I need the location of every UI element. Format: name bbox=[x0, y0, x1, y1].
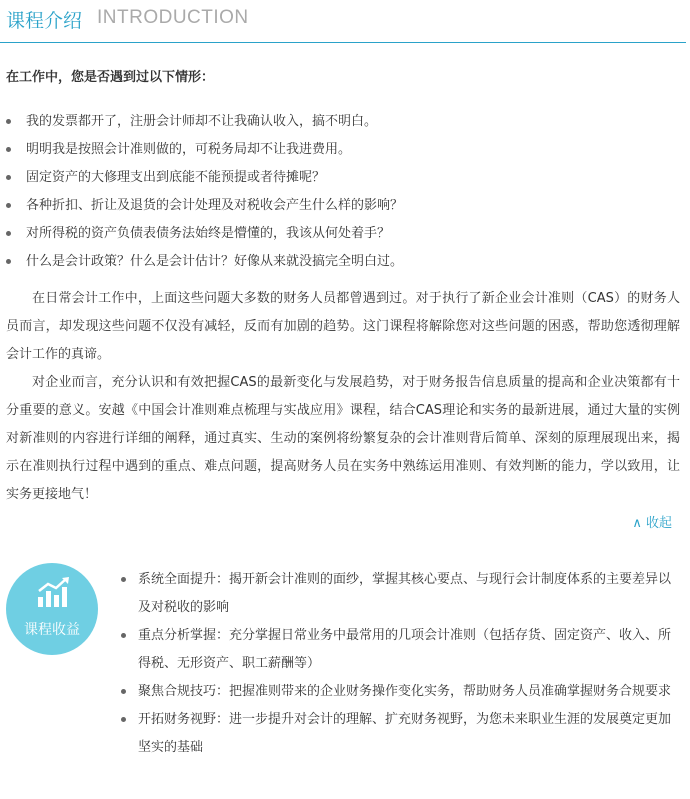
list-item: 固定资产的大修理支出到底能不能预提或者待摊呢？ bbox=[0, 168, 686, 196]
list-item: 系统全面提升：揭开新会计准则的面纱，掌握其核心要点、与现行会计制度体系的主要差异以及对税收的影响 bbox=[118, 566, 678, 622]
list-item: 明明我是按照会计准则做的，可税务局却不让我进费用。 bbox=[0, 140, 686, 168]
problem-list bbox=[0, 112, 686, 280]
intro-paragraph: 在日常会计工作中，上面这些问题大多数的财务人员都曾遇到过。对于执行了新企业会计准则（CAS）的财务人员而言，却发现这些问题不仅没有减轻，反而有加剧的趋势。这门课程将解除您对这些问题的困惑，帮助您透彻理解会计工作的真谛。 bbox=[6, 291, 680, 362]
intro-question: 在工作中，您是否遇到过以下情形： bbox=[6, 70, 215, 85]
list-item: 重点分析掌握：充分掌握日常业务中最常用的几项会计准则（包括存货、固定资产、收入、所得税、无形资产、职工薪酬等） bbox=[118, 622, 678, 678]
intro-paragraph: 对企业而言，充分认识和有效把握CAS的最新变化与发展趋势，对于财务报告信息质量的提高和企业决策都有十分重要的意义。安越《中国会计准则难点梳理与实战应用》课程，结合CAS理论和实务的最新进展，通过大量的实例对新准则的内容进行详细的阐释，通过真实、生动的案例将纷繁复杂的会计准则背后简单、深刻的原理展现出来，揭示在准则执行过程中遇到的重点、难点问题，提高财务人员在实务中熟练运用准则、有效判断的能力，学以致用，让实务更接地气！ bbox=[6, 375, 680, 502]
list-item: 我的发票都开了，注册会计师却不让我确认收入，搞不明白。 bbox=[0, 112, 686, 140]
bar-chart-icon bbox=[36, 577, 70, 609]
section-header bbox=[0, 0, 686, 43]
collapse-link[interactable]: ∧ 收起 bbox=[632, 516, 672, 531]
benefits-badge-label: 课程收益 bbox=[24, 622, 80, 638]
benefits-badge bbox=[6, 563, 98, 655]
list-item: 聚焦合规技巧：把握准则带来的企业财务操作变化实务，帮助财务人员准确掌握财务合规要求 bbox=[118, 678, 678, 706]
section-subtitle: INTRODUCTION bbox=[97, 7, 249, 28]
list-item: 各种折扣、折让及退货的会计处理及对税收会产生什么样的影响？ bbox=[0, 196, 686, 224]
list-item: 什么是会计政策？什么是会计估计？好像从来就没搞完全明白过。 bbox=[0, 252, 686, 280]
benefits-list bbox=[118, 566, 678, 762]
list-item: 对所得税的资产负债表债务法始终是懵懂的，我该从何处着手？ bbox=[0, 224, 686, 252]
list-item: 开拓财务视野：进一步提升对会计的理解、扩充财务视野，为您未来职业生涯的发展奠定更加坚实的基础 bbox=[118, 706, 678, 762]
section-title: 课程介绍 bbox=[6, 10, 83, 32]
